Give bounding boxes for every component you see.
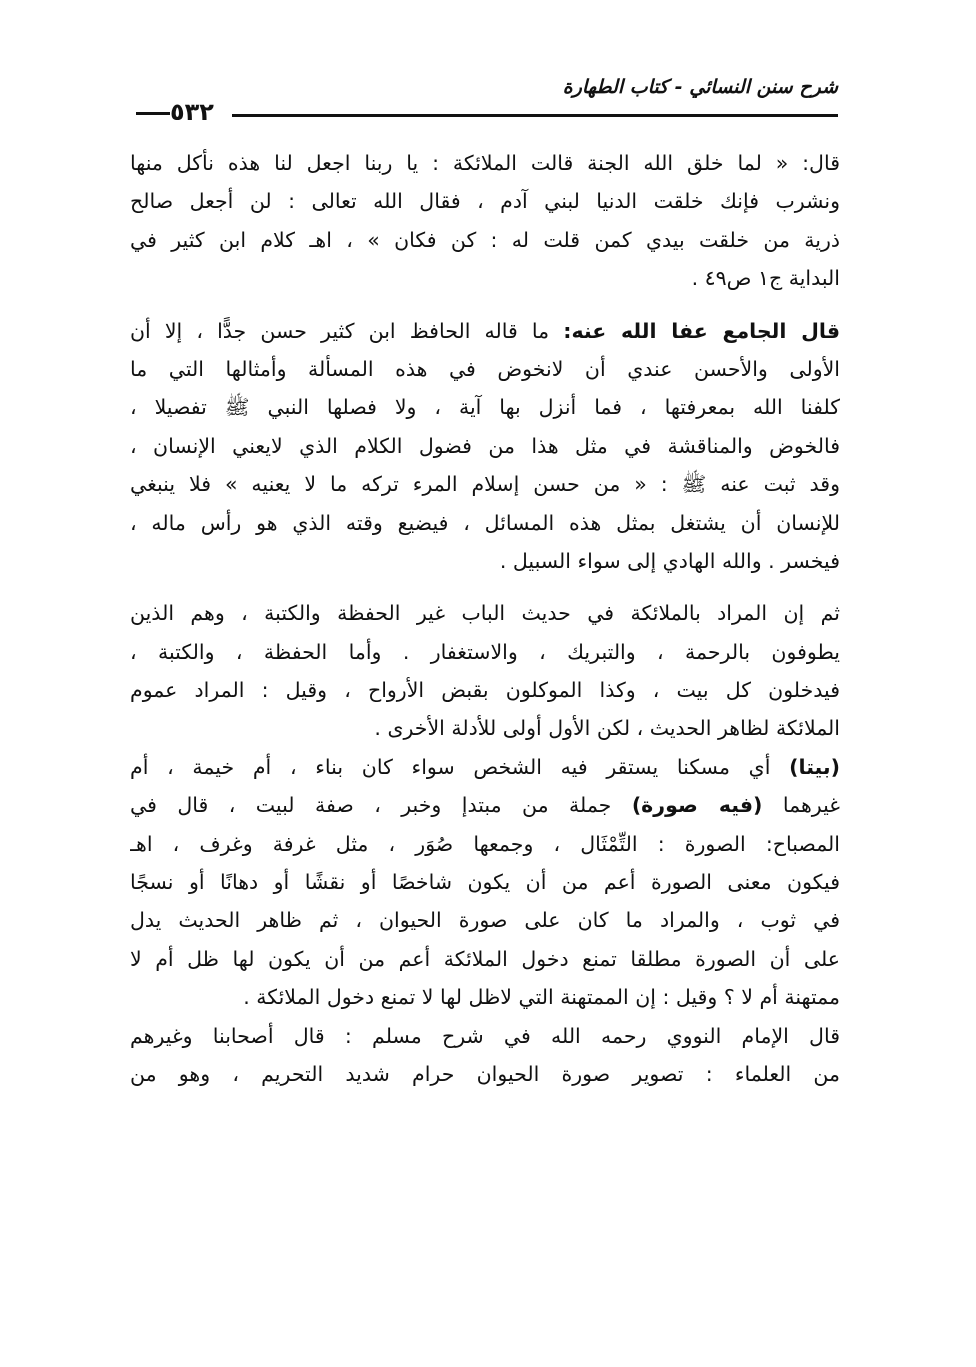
text-line: فيكون معنى الصورة أعم من أن يكون شاخصًا أو نقشًا أو دهانًا أو نسجًا [130, 870, 840, 895]
page-number-group [132, 98, 214, 126]
text-line: الأولى والأحسن عندي أن لانخوض في هذه المسألة وأمثالها التي ما [130, 356, 840, 381]
text-line: فيخسر . والله الهادي إلى سواء السبيل . [499, 548, 840, 573]
text-line: كلفنا الله بمعرفتها ، فما أنزل بها آية ، ولا فصلها النبي ﷺ تفصيلا ، [130, 395, 840, 420]
bold-term: (بيتا) [789, 754, 840, 779]
text-line: البداية ج١ ص٤٩ . [691, 266, 840, 291]
text-line: في ثوب ، والمراد ما كان على صورة الحيوان ، ثم ظاهر الحديث يدل [130, 908, 840, 933]
text-line: وقد ثبت عنه ﷺ : « من حسن إسلام المرء تركه ما لا يعنيه » فلا ينبغي [130, 472, 840, 497]
text-line: قال الإمام النووي رحمه الله في شرح مسلم : قال أصحابنا وغيرهم [130, 1023, 840, 1048]
text-line: للإنسان أن يشتغل بمثل هذه المسائل ، فيضيع وقته الذي هو رأس ماله ، [130, 510, 840, 535]
page-number: ٥٣٢ [170, 98, 214, 126]
text-line: ممتهنة أم لا ؟ وقيل : إن الممتهنة التي لاظل لها لا تمنع دخول الملائكة . [243, 985, 840, 1010]
text-line: من العلماء : تصوير صورة الحيوان حرام شديد التحريم ، وهو من [130, 1061, 840, 1086]
text-line: ونشرب فإنك خلقت الدنيا لبني آدم ، فقال الله تعالى : لن أجعل صالح [130, 189, 840, 214]
page-header [130, 70, 838, 130]
text-line: ثم إن المراد بالملائكة في حديث الباب غير الحفظة والكتبة ، وهم الذين [130, 601, 840, 626]
text-line: المصباح: الصورة : التِّمْثَال ، وجمعها صُوَر ، مثل غرفة وغرف ، اهـ [130, 831, 840, 856]
paragraph-gap [130, 298, 840, 312]
text-line: الملائكة لظاهر الحديث ، لكن الأول أولى للأدلة الأخرى . [374, 716, 840, 741]
text-line: على أن الصورة مطلقا تمنع دخول الملائكة أعم من أن يكون لها ظل أم لا [130, 946, 840, 971]
bold-lead: قال الجامع عفا الله عنه: [563, 318, 840, 343]
paragraph-gap [130, 580, 840, 594]
text-line: غيرهما (فيه صورة) جملة من مبتدإ وخبر ، صفة لبيت ، قال في [130, 793, 840, 818]
text-line: ذرية من خلقت بيدي كمن قلت له : كن فكان » ، اهـ كلام ابن كثير في [130, 227, 840, 252]
text-line: يطوفون بالرحمة ، والتبريك ، والاستغفار . وأما الحفظة ، والكتبة ، [130, 639, 840, 664]
page-number-dash [136, 112, 170, 115]
text-line: قال: « لما خلق الله الجنة قالت الملائكة : يا ربنا اجعل لنا هذه نأكل منها [130, 151, 840, 175]
text-line: قال الجامع عفا الله عنه: ما قاله الحافظ ابن كثير حسن جدًّا ، إلا أن [130, 318, 840, 343]
text-line: (بيتا) أي مسكنا يستقر فيه الشخص سواء كان بناء ، أم خيمة ، أم [130, 754, 840, 779]
bold-term: (فيه صورة) [631, 793, 763, 818]
text-line: فيدخلون كل بيت ، وكذا الموكلون بقبض الأرواح ، وقيل : المراد عموم [130, 678, 840, 703]
header-rule [232, 114, 838, 117]
body-text [130, 144, 840, 1093]
text-line: فالخوض والمناقشة في مثل هذا من فضول الكلام الذي لايعني الإنسان ، [130, 433, 840, 458]
running-title: شرح سنن النسائي - كتاب الطهارة [562, 76, 838, 98]
